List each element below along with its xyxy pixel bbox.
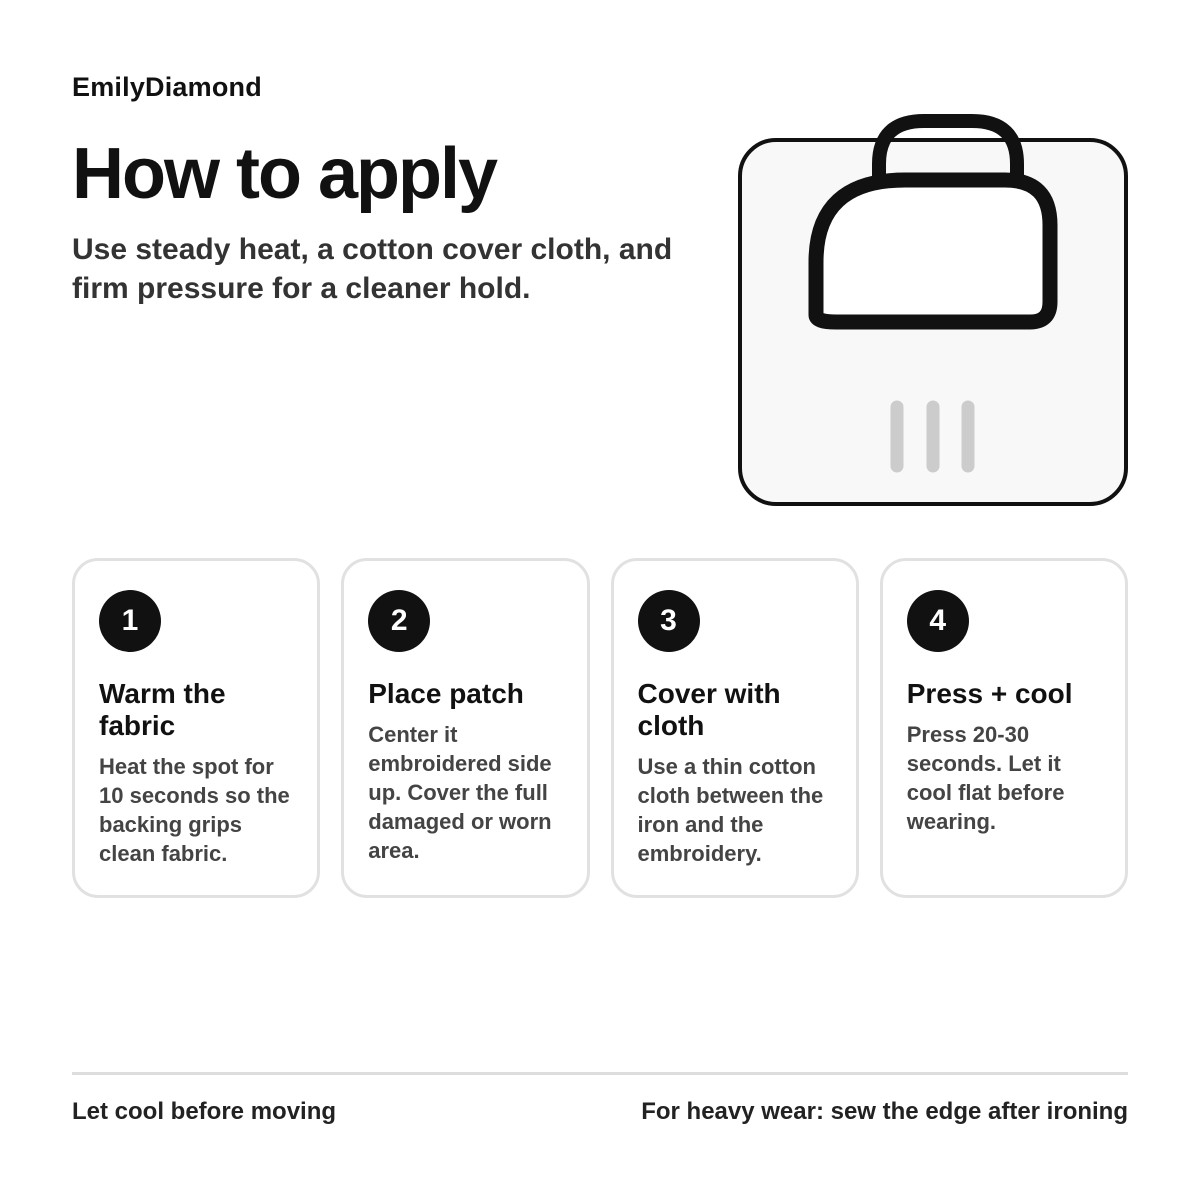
step-title: Press + cool — [906, 678, 1073, 709]
step-title: Cover with cloth — [637, 678, 781, 741]
page-title: How to apply — [72, 134, 496, 214]
step-description: Press 20-30 seconds. Let it cool flat before wearing. — [906, 722, 1065, 834]
step-card-1 — [72, 558, 320, 898]
step-title: Warm the fabric — [99, 678, 226, 741]
step-card-4 — [880, 558, 1128, 898]
footer-note-left: Let cool before moving — [72, 1098, 337, 1125]
page-subtitle: Use steady heat, a cotton cover cloth, and firm pressure for a cleaner hold. — [72, 233, 673, 305]
step-card-3 — [611, 558, 859, 898]
step-number-badge: 4 — [907, 590, 969, 652]
step-number-badge: 3 — [638, 590, 700, 652]
step-description: Heat the spot for 10 seconds so the backing grips clean fabric. — [99, 754, 290, 866]
step-title: Place patch — [368, 678, 524, 709]
brand-name: EmilyDiamond — [72, 72, 262, 102]
step-card-2 — [341, 558, 589, 898]
footer-divider — [72, 1072, 1128, 1075]
footer-note-right: For heavy wear: sew the edge after ironing — [641, 1098, 1128, 1125]
step-description: Center it embroidered side up. Cover the full damaged or worn area. — [368, 722, 552, 863]
step-description: Use a thin cotton cloth between the iron and the embroidery. — [637, 754, 824, 866]
step-number-badge: 1 — [99, 590, 161, 652]
iron-icon — [736, 110, 1130, 508]
steps-list — [72, 558, 1128, 898]
iron-body — [816, 180, 1050, 322]
step-number-badge: 2 — [368, 590, 430, 652]
